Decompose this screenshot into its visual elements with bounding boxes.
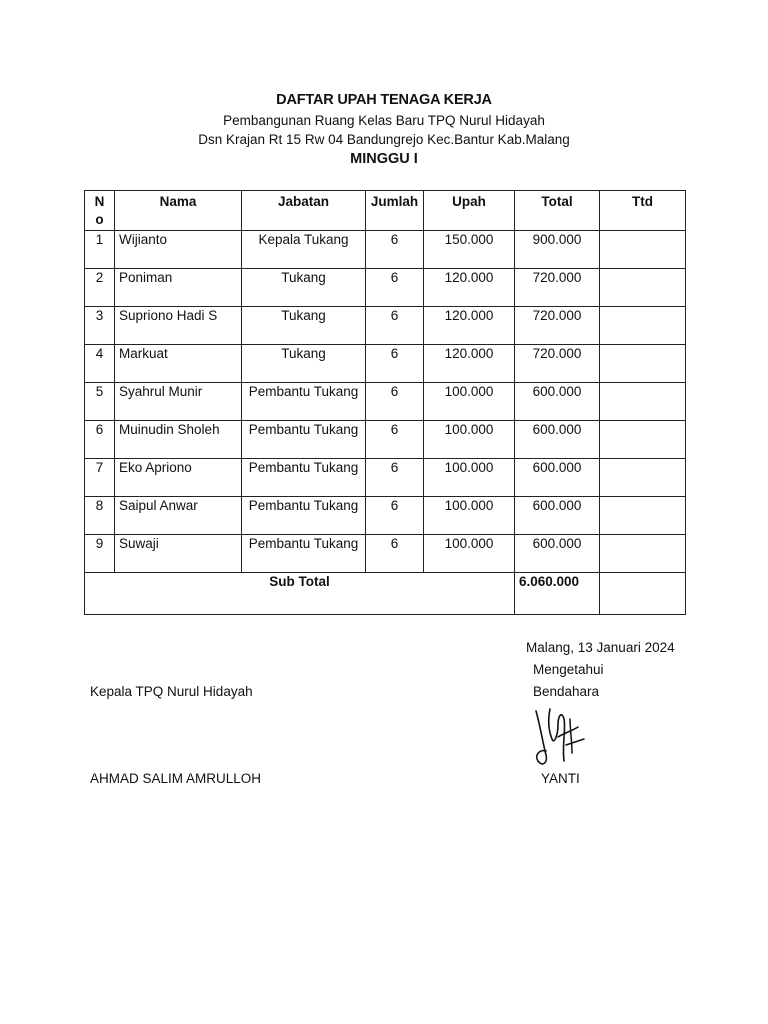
cell-upah: 100.000	[424, 421, 515, 459]
cell-total: 600.000	[515, 497, 600, 535]
cell-total: 600.000	[515, 383, 600, 421]
table-row	[85, 345, 686, 383]
table-row	[85, 231, 686, 269]
table-row	[85, 497, 686, 535]
cell-upah: 120.000	[424, 269, 515, 307]
table-row	[85, 459, 686, 497]
cell-ttd	[600, 421, 686, 459]
table-row	[85, 421, 686, 459]
cell-ttd	[600, 459, 686, 497]
cell-jumlah: 6	[366, 269, 424, 307]
table-row	[85, 269, 686, 307]
header-jumlah: Jumlah	[366, 191, 424, 231]
header-no: N o	[85, 191, 115, 231]
cell-no: 3	[85, 307, 115, 345]
cell-jumlah: 6	[366, 535, 424, 573]
cell-upah: 120.000	[424, 307, 515, 345]
cell-ttd	[600, 383, 686, 421]
cell-total: 600.000	[515, 535, 600, 573]
cell-ttd	[600, 231, 686, 269]
cell-no: 7	[85, 459, 115, 497]
cell-ttd	[600, 535, 686, 573]
cell-nama: Saipul Anwar	[115, 497, 242, 535]
cell-nama: Eko Apriono	[115, 459, 242, 497]
table-row	[85, 383, 686, 421]
cell-jumlah: 6	[366, 383, 424, 421]
cell-nama: Wijianto	[115, 231, 242, 269]
week-label: MINGGU I	[350, 151, 418, 167]
cell-nama: Muinudin Sholeh	[115, 421, 242, 459]
project-subtitle: Pembangunan Ruang Kelas Baru TPQ Nurul Hidayah	[223, 113, 545, 128]
treasurer-name: YANTI	[541, 771, 580, 786]
cell-ttd	[600, 345, 686, 383]
address-subtitle: Dsn Krajan Rt 15 Rw 04 Bandungrejo Kec.Bantur Kab.Malang	[198, 132, 570, 147]
header-nama: Nama	[115, 191, 242, 231]
cell-upah: 100.000	[424, 497, 515, 535]
header-jabatan: Jabatan	[242, 191, 366, 231]
cell-total: 720.000	[515, 345, 600, 383]
place-date: Malang, 13 Januari 2024	[526, 640, 675, 655]
cell-upah: 120.000	[424, 345, 515, 383]
header-upah: Upah	[424, 191, 515, 231]
cell-jabatan: Kepala Tukang	[242, 231, 366, 269]
table-row	[85, 535, 686, 573]
cell-upah: 100.000	[424, 535, 515, 573]
cell-ttd	[600, 307, 686, 345]
cell-nama: Supriono Hadi S	[115, 307, 242, 345]
subtotal-label: Sub Total	[85, 573, 515, 615]
cell-no: 8	[85, 497, 115, 535]
cell-jumlah: 6	[366, 459, 424, 497]
cell-no: 5	[85, 383, 115, 421]
cell-total: 600.000	[515, 459, 600, 497]
cell-no: 6	[85, 421, 115, 459]
cell-jumlah: 6	[366, 345, 424, 383]
cell-nama: Markuat	[115, 345, 242, 383]
cell-jumlah: 6	[366, 231, 424, 269]
cell-total: 720.000	[515, 269, 600, 307]
head-role: Kepala TPQ Nurul Hidayah	[90, 684, 253, 699]
subtotal-ttd	[600, 573, 686, 615]
cell-jabatan: Pembantu Tukang	[242, 535, 366, 573]
cell-jabatan: Pembantu Tukang	[242, 497, 366, 535]
header-total: Total	[515, 191, 600, 231]
cell-nama: Suwaji	[115, 535, 242, 573]
cell-jabatan: Pembantu Tukang	[242, 421, 366, 459]
header-ttd: Ttd	[600, 191, 686, 231]
treasurer-role: Bendahara	[533, 684, 600, 699]
cell-upah: 100.000	[424, 459, 515, 497]
cell-jabatan: Pembantu Tukang	[242, 459, 366, 497]
cell-total: 600.000	[515, 421, 600, 459]
cell-jumlah: 6	[366, 421, 424, 459]
cell-total: 900.000	[515, 231, 600, 269]
table-header-row	[85, 191, 686, 231]
cell-upah: 100.000	[424, 383, 515, 421]
cell-no: 9	[85, 535, 115, 573]
cell-nama: Poniman	[115, 269, 242, 307]
subtotal-row	[85, 573, 686, 615]
subtotal-value: 6.060.000	[515, 573, 600, 615]
cell-no: 2	[85, 269, 115, 307]
handwritten-signature	[528, 705, 588, 769]
wage-table	[84, 190, 686, 615]
cell-jabatan: Tukang	[242, 307, 366, 345]
cell-jumlah: 6	[366, 307, 424, 345]
cell-ttd	[600, 269, 686, 307]
cell-ttd	[600, 497, 686, 535]
cell-jabatan: Pembantu Tukang	[242, 383, 366, 421]
head-name: AHMAD SALIM AMRULLOH	[90, 771, 262, 786]
cell-no: 4	[85, 345, 115, 383]
cell-no: 1	[85, 231, 115, 269]
acknowledged-label: Mengetahui	[533, 662, 604, 677]
cell-nama: Syahrul Munir	[115, 383, 242, 421]
document-title: DAFTAR UPAH TENAGA KERJA	[276, 92, 492, 108]
cell-upah: 150.000	[424, 231, 515, 269]
cell-jabatan: Tukang	[242, 345, 366, 383]
cell-jabatan: Tukang	[242, 269, 366, 307]
cell-jumlah: 6	[366, 497, 424, 535]
cell-total: 720.000	[515, 307, 600, 345]
table-row	[85, 307, 686, 345]
